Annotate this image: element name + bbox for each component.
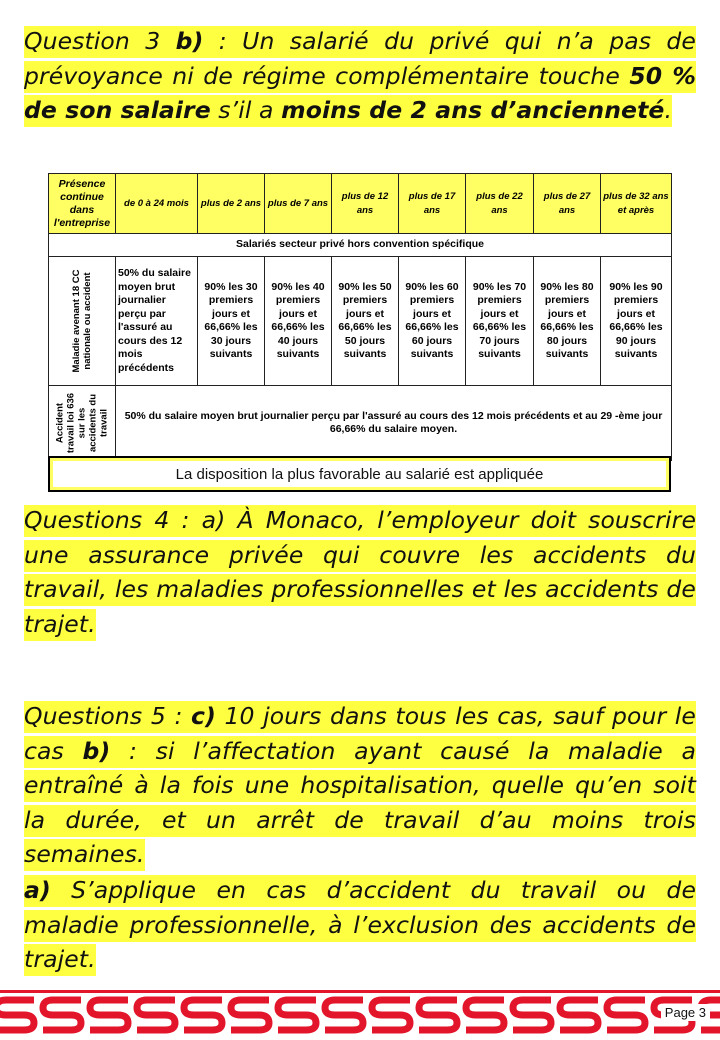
question-3-paragraph (24, 24, 696, 128)
question-3-letter: b) (175, 27, 204, 55)
footer-s-shape (90, 1000, 128, 1030)
notice-text: La disposition la plus favorable au salarié est appliquée (53, 461, 666, 487)
header-cell: plus de 27 ans (534, 174, 601, 234)
header-cell: de 0 à 24 mois (116, 174, 198, 234)
header-cell: plus de 12 ans (332, 174, 399, 234)
question-5-text: 10 jours dans tous les cas, sauf pour le cas (24, 702, 696, 765)
row-label-maladie-text: Maladie avenant 18 CC nationale ou accident (71, 269, 93, 373)
question-5-text: : si l’affectation ayant causé la maladie a entraîné à la fois une hospitalisation, quelle qu’en soit la durée, et un arrêt de travail d’au moins trois semaines. (24, 736, 696, 868)
footer-s-shape (184, 1000, 222, 1030)
table-cell: 90% les 80 premiers jours et 66,66% les 80 jours suivants (534, 257, 601, 386)
row-label-accident-text: Accident travail loi 636 sur les accidents du travail (54, 392, 110, 454)
footer-s-shape (560, 1000, 598, 1030)
question-5-text: S’applique en cas d’accident du travail ou de maladie professionnelle, à l’exclusion des accidents de trajet. (24, 876, 696, 973)
table-header-row (49, 174, 672, 234)
table-subheader: Salariés secteur privé hors convention spécifique (49, 234, 672, 257)
footer-pattern (0, 990, 720, 1040)
table-cell: 90% les 30 premiers jours et 66,66% les 30 jours suivants (198, 257, 265, 386)
question-3-bold-seniority: moins de 2 ans d’ancienneté (281, 96, 665, 124)
question-5-letter-c: c) (191, 702, 216, 730)
footer-s-shape (0, 1000, 34, 1030)
footer-s-shape (325, 1000, 363, 1030)
header-cell: plus de 17 ans (399, 174, 466, 234)
header-cell: plus de 7 ans (265, 174, 332, 234)
question-5-letter-a: a) (24, 876, 51, 904)
table-cell: 90% les 60 premiers jours et 66,66% les 60 jours suivants (399, 257, 466, 386)
question-3-bold-percentage: 50 % de son salaire (24, 61, 696, 124)
header-cell: plus de 2 ans (198, 174, 265, 234)
row-label-maladie (49, 257, 116, 386)
header-cell-presence: Présence continue dans l'entreprise (49, 174, 116, 234)
footer-s-shape (607, 1000, 645, 1030)
question-4-paragraph (24, 503, 696, 641)
table-cell: 90% les 50 premiers jours et 66,66% les 50 jours suivants (332, 257, 399, 386)
footer-s-shape (278, 1000, 316, 1030)
indemnity-table (48, 173, 671, 461)
footer-s-shape (372, 1000, 410, 1030)
footer-top-band (0, 990, 720, 993)
table-cell: 90% les 40 premiers jours et 66,66% les 40 jours suivants (265, 257, 332, 386)
footer-s-shape (231, 1000, 269, 1030)
table-subheader-row (49, 234, 672, 257)
table-cell: 50% du salaire moyen brut journalier perçu par l'assuré au cours des 12 mois précédents (116, 257, 198, 386)
footer-s-pattern-graphic (0, 990, 720, 1040)
footer-s-shape (137, 1000, 175, 1030)
table-cell-accident: 50% du salaire moyen brut journalier perçu par l'assuré au cours des 12 mois précédents et au 29 -ème jour 66,66% du salaire moyen. (116, 386, 672, 461)
footer-s-shape (466, 1000, 504, 1030)
header-cell: plus de 22 ans (466, 174, 534, 234)
question-4-prefix: Questions 4 : (24, 506, 202, 534)
question-3-text: . (664, 96, 673, 124)
question-3-prefix: Question 3 (24, 27, 176, 55)
question-5-letter-b: b) (82, 736, 111, 765)
table-row-accident (49, 386, 672, 461)
footer-s-shape (43, 1000, 81, 1030)
footer-s-shape (419, 1000, 457, 1030)
question-4-text: a) À Monaco, l’employeur doit souscrire une assurance privée qui couvre les accidents du travail, les maladies professionnelles et les accidents de trajet. (24, 506, 697, 638)
question-3-text: s’il a (210, 96, 282, 124)
table-cell: 90% les 90 premiers jours et 66,66% les 90 jours suivants (601, 257, 672, 386)
table-cell: 90% les 70 premiers jours et 66,66% les 70 jours suivants (466, 257, 534, 386)
header-cell: plus de 32 ans et après (601, 174, 672, 234)
question-3-text: : Un salarié du privé qui n’a pas de prévoyance ni de régime complémentaire touche (24, 27, 696, 90)
question-5-paragraph (24, 699, 696, 872)
notice-box (48, 456, 671, 492)
footer-s-shape (513, 1000, 551, 1030)
question-5-answer-a (24, 873, 696, 977)
question-5-prefix: Questions 5 : (24, 702, 192, 730)
row-label-accident (49, 386, 116, 461)
table-row-maladie (49, 257, 672, 386)
page-number: Page 3 (661, 1004, 710, 1021)
